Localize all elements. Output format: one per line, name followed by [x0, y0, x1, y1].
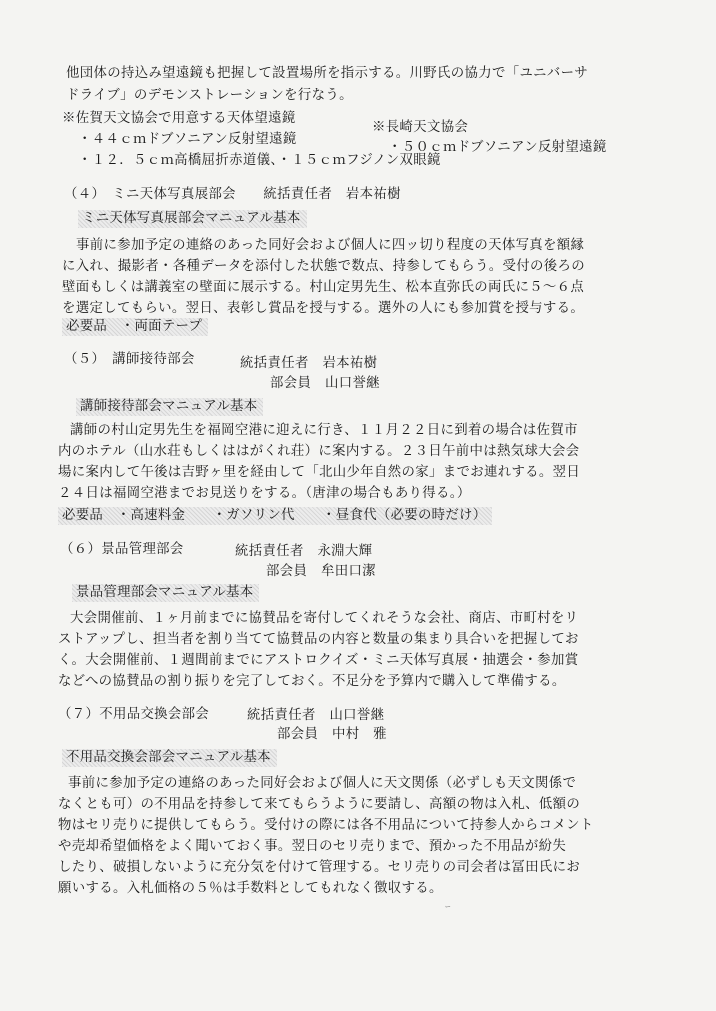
- intro-line: 他団体の持込み望遠鏡も把握して設置場所を指示する。川野氏の協力で「ユニバーサ: [66, 66, 589, 81]
- body-line: く。大会開催前、１週間前までにアストロクイズ・ミニ天体写真展・抽選会・参加賞: [58, 653, 579, 668]
- saga-telescope-item: ・１２．５ｃｍ高橋屈折赤道儀、・１５ｃｍフジノン双眼鏡: [78, 153, 441, 168]
- body-line: したり、破損しないように充分気を付けて管理する。セリ売りの司会者は冨田氏にお: [58, 860, 581, 875]
- body-line: 場に案内して午後は吉野ヶ里を経由して「北山少年自然の家」までお連れする。翌日: [58, 465, 581, 480]
- body-line: などへの協賛品の割り振りを完了しておく。不足分を予算内で購入して準備する。: [58, 674, 566, 689]
- section-heading: （７）不用品交換会部会: [58, 707, 210, 722]
- section-heading: （４） ミニ天体写真展部会 統括責任者 岩本祐樹: [64, 187, 401, 202]
- body-line: ストアップし、担当者を割り当てて協賛品の内容と数量の集まり具合いを把握してお: [58, 632, 579, 647]
- intro-line: ドライブ」のデモンストレーションを行なう。: [66, 88, 353, 103]
- body-line: 事前に参加予定の連絡のあった同好会および個人に四ッ切り程度の天体写真を額縁: [76, 238, 585, 253]
- body-line: 事前に参加予定の連絡のあった同好会および個人に天文関係（必ずしも天文関係で: [68, 776, 577, 791]
- nagasaki-heading: ※長崎天文協会: [372, 120, 469, 135]
- section-role-lead: 統括責任者 岩本祐樹: [240, 356, 378, 371]
- section-role-member: 部会員 山口誉継: [270, 376, 380, 391]
- section-role-lead: 統括責任者 永淵大輝: [235, 544, 373, 559]
- body-line: 物はセリ売りに提供してもらう。受付けの際には各不用品について持参人からコメント: [58, 818, 594, 833]
- body-line: ２４日は福岡空港までお見送りをする。（唐津の場合もあり得る。）: [58, 486, 471, 501]
- nagasaki-telescope-item: ・５０ｃｍドブソニアン反射望遠鏡: [388, 140, 607, 155]
- body-line: 大会開催前、１ヶ月前までに協賛品を寄付してくれそうな会社、商店、市町村をリ: [70, 611, 579, 626]
- body-line: や売却希望価格をよく聞いておく事。翌日のセリ売りまで、預かった不用品が紛失: [58, 839, 567, 854]
- body-line: 願いする。入札価格の５％は手数料としてもれなく徴収する。: [58, 881, 443, 896]
- body-line: なくとも可）の不用品を持参して来てもらうように要請し、高額の物は入札、低額の: [58, 797, 581, 812]
- section-heading: （６）景品管理部会: [60, 542, 184, 557]
- section-role-member: 部会員 中村 雅: [277, 727, 387, 742]
- required-items: 必要品 ・高速料金 ・ガソリン代 ・昼食代（必要の時だけ）: [58, 507, 492, 525]
- manual-title: 不用品交換会部会マニュアル基本: [62, 749, 277, 767]
- body-line: 講師の村山定男先生を福岡空港に迎えに行き、１１月２２日に到着の場合は佐賀市: [70, 423, 578, 438]
- body-line: 内のホテル（山水荘もしくははがくれ荘）に案内する。２３日午前中は熱気球大会会: [58, 444, 580, 459]
- manual-title: ミニ天体写真展部会マニュアル基本: [78, 210, 307, 228]
- stray-mark: ｰ: [445, 900, 451, 913]
- section-role-member: 部会員 牟田口潔: [266, 564, 376, 579]
- manual-title: 景品管理部会マニュアル基本: [72, 584, 259, 602]
- section-heading: （５） 講師接待部会: [64, 352, 195, 367]
- section-role-lead: 統括責任者 山口誉継: [247, 708, 385, 723]
- body-line: 壁面もしくは講義室の壁面に展示する。村山定男先生、松本直弥氏の両氏に５〜６点: [62, 280, 585, 295]
- body-line: を選定してもらい。翌日、表彰し賞品を授与する。選外の人にも参加賞を授与する。: [62, 301, 585, 316]
- manual-title: 講師接待部会マニュアル基本: [76, 398, 263, 416]
- saga-telescope-item: ・４４ｃｍドブソニアン反射望遠鏡: [78, 132, 297, 147]
- saga-telescope-heading: ※佐賀天文協会で用意する天体望遠鏡: [62, 111, 296, 126]
- required-items: 必要品 ・両面テープ: [62, 318, 208, 336]
- body-line: に入れ、撮影者・各種データを添付した状態で数点、持参してもらう。受付の後ろの: [62, 259, 585, 274]
